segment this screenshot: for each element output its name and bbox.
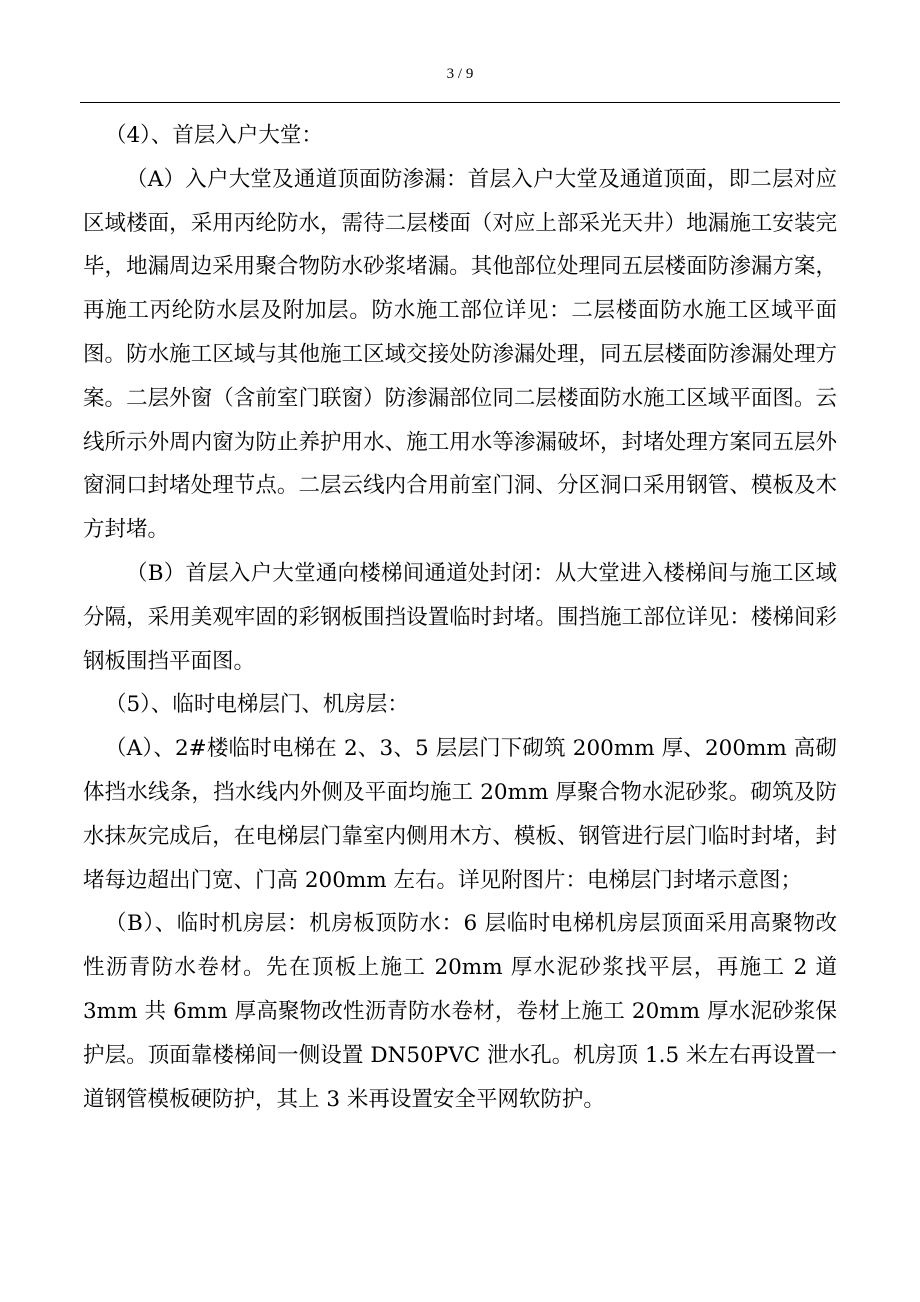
paragraph: （A）入户大堂及通道顶面防渗漏：首层入户大堂及通道顶面，即二层对应区域楼面，采用丙纶防水，需待二层楼面（对应上部采光天井）地漏施工安装完毕，地漏周边采用聚合物防水砂浆堵漏。其他部位处理同五层楼面防渗漏方案，再施工丙纶防水层及附加层。防水施工部位详见：二层楼面防水施工区域平面图。防水施工区域与其他施工区域交接处防渗漏处理，同五层楼面防渗漏处理方案。二层外窗（含前室门联窗）防渗漏部位同二层楼面防水施工区域平面图。云线所示外周内窗为防止养护用水、施工用水等渗漏破坏，封堵处理方案同五层外窗洞口封堵处理节点。二层云线内合用前室门洞、分区洞口采用钢管、模板及木方封堵。 <box>83 166 837 543</box>
header-rule <box>80 102 840 103</box>
section-heading: （5）、临时电梯层门、机房层： <box>105 692 409 718</box>
paragraph: （B）、临时机房层：机房板顶防水：6 层临时电梯机房层顶面采用高聚物改性沥青防水卷材。先在顶板上施工 20mm 厚水泥砂浆找平层，再施工 2 道 3mm 共 6mm 厚高聚物改性沥青防水卷材，卷材上施工 20mm 厚水泥砂浆保护层。顶面靠楼梯间一侧设置 DN50PVC 泄水孔。机房顶 1.5 米左右再设置一道钢管模板硬防护，其上 3 米再设置安全平网软防护。 <box>83 911 837 1112</box>
paragraph: （B）首层入户大堂通向楼梯间通道处封闭：从大堂进入楼梯间与施工区域分隔，采用美观牢固的彩钢板围挡设置临时封堵。围挡施工部位详见：楼梯间彩钢板围挡平面图。 <box>83 560 837 674</box>
document-body <box>83 114 837 1121</box>
page-number: 3 / 9 <box>446 66 474 82</box>
paragraph: （A）、2#楼临时电梯在 2、3、5 层层门下砌筑 200mm 厚、200mm 高砌体挡水线条，挡水线内外侧及平面均施工 20mm 厚聚合物水泥砂浆。砌筑及防水抹灰完成后，在电梯层门靠室内侧用木方、模板、钢管进行层门临时封堵，封堵每边超出门宽、门高 200mm 左右。详见附图片：电梯层门封堵示意图； <box>83 736 837 893</box>
section-heading: （4）、首层入户大堂： <box>105 123 323 148</box>
